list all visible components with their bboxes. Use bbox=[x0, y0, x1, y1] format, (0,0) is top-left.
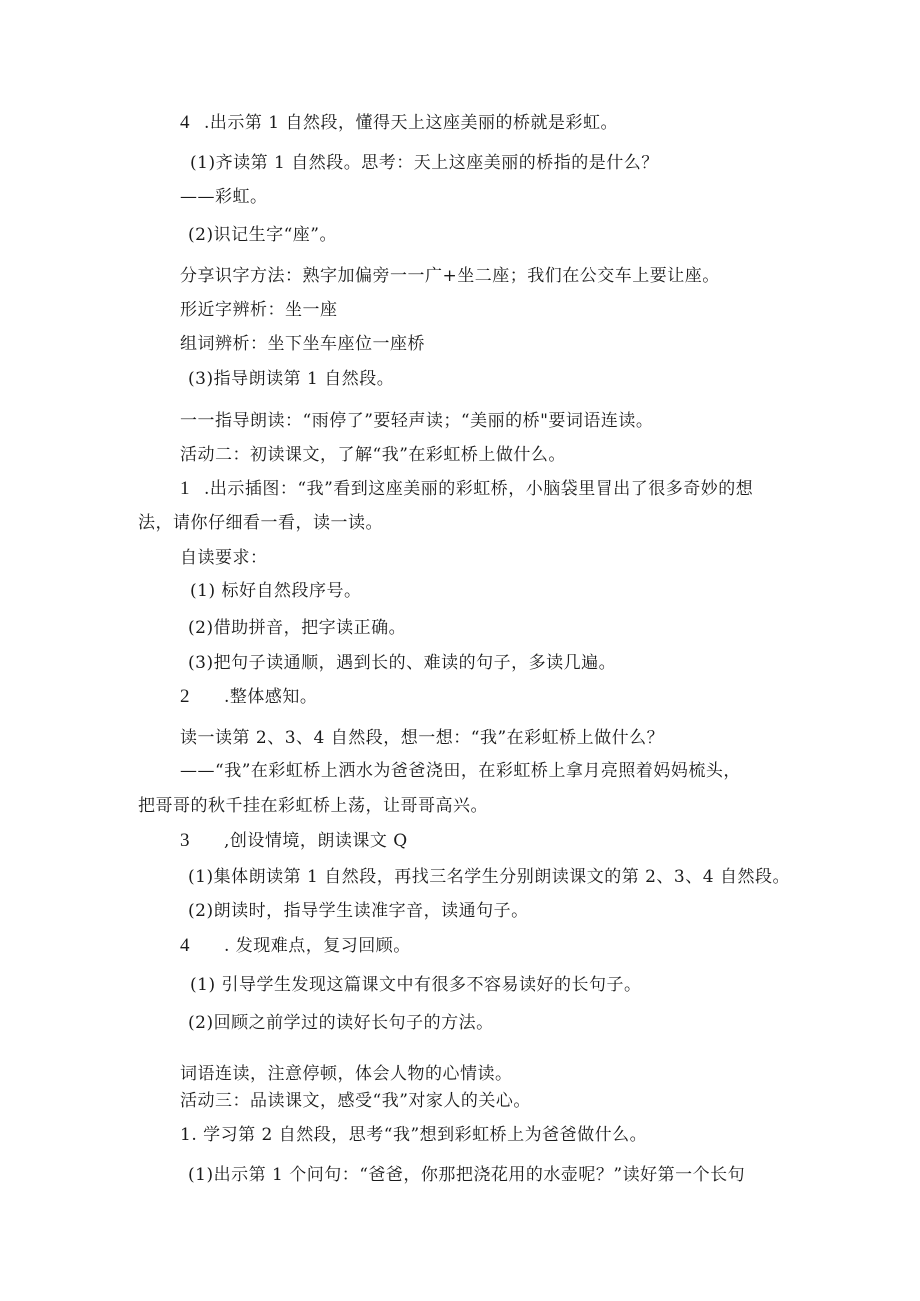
line-text: ——彩虹。 bbox=[180, 187, 268, 207]
line-text: (1)齐读第 1 自然段。思考：天上这座美丽的桥指的是什么？ bbox=[190, 153, 659, 173]
step-text: ,创设情境，朗读课文 Q bbox=[224, 831, 408, 851]
step-number: 3 bbox=[180, 830, 190, 851]
line-text: (1)集体朗读第 1 自然段，再找三名学生分别朗读课文的第 2、3、4 自然段。 bbox=[188, 867, 790, 887]
activity-heading bbox=[180, 444, 566, 466]
line-text: (1) 标好自然段序号。 bbox=[190, 581, 362, 601]
sub-item bbox=[188, 866, 790, 888]
activity-heading bbox=[180, 1090, 531, 1112]
line-text: 读一读第 2、3、4 自然段，想一想：“我”在彩虹桥上做什么？ bbox=[180, 728, 665, 748]
paragraph-line bbox=[138, 512, 383, 534]
sub-item bbox=[190, 974, 641, 996]
line-text: 活动二：初读课文，了解“我”在彩虹桥上做什么。 bbox=[180, 445, 566, 465]
answer-line bbox=[180, 760, 741, 782]
step-heading bbox=[180, 1124, 647, 1146]
line-text: (1) 引导学生发现这篇课文中有很多不容易读好的长句子。 bbox=[190, 975, 642, 995]
step-heading bbox=[180, 830, 408, 852]
line-text: (2)识记生字“座”。 bbox=[188, 225, 337, 245]
step-number: 4 bbox=[180, 935, 190, 956]
paragraph-line bbox=[180, 547, 268, 569]
line-text: (2)回顾之前学过的读好长句子的方法。 bbox=[188, 1013, 494, 1033]
answer-line bbox=[180, 186, 268, 208]
sub-item bbox=[188, 652, 616, 674]
paragraph-line bbox=[180, 1063, 513, 1085]
sub-item bbox=[188, 1012, 494, 1034]
line-text: 自读要求： bbox=[180, 548, 268, 568]
step-text: . 发现难点，复习回顾。 bbox=[224, 936, 411, 956]
sub-item bbox=[188, 900, 529, 922]
line-text: (2)朗读时，指导学生读准字音，读通句子。 bbox=[188, 901, 529, 921]
step-heading bbox=[180, 112, 618, 134]
sub-item bbox=[188, 368, 394, 390]
line-text: 法，请你仔细看一看，读一读。 bbox=[138, 513, 383, 533]
sub-item bbox=[190, 152, 659, 174]
line-text: 一一指导朗读：“雨停了”要轻声读；“美丽的桥"要词语连读。 bbox=[180, 411, 654, 431]
step-heading bbox=[180, 935, 411, 957]
line-text: 词语连读，注意停顿，体会人物的心情读。 bbox=[180, 1064, 513, 1084]
paragraph-line bbox=[180, 410, 653, 432]
line-text: 组词辨析：坐下坐车座位一座桥 bbox=[180, 334, 425, 354]
step-number: 4 bbox=[180, 112, 190, 133]
step-number: 1 bbox=[180, 478, 190, 499]
line-text: 1. 学习第 2 自然段，思考“我”想到彩虹桥上为爸爸做什么。 bbox=[180, 1125, 648, 1145]
paragraph-line bbox=[138, 795, 488, 817]
step-text: .出示第 1 自然段，懂得天上这座美丽的桥就是彩虹。 bbox=[204, 113, 619, 133]
sub-item bbox=[190, 580, 361, 602]
step-text: .整体感知。 bbox=[224, 687, 318, 707]
step-number: 2 bbox=[180, 686, 190, 707]
line-text: (1)出示第 1 个问句：“爸爸，你那把浇花用的水壶呢？”读好第一个长句 bbox=[188, 1165, 746, 1185]
line-text: (2)借助拼音，把字读正确。 bbox=[188, 618, 407, 638]
paragraph-line bbox=[180, 299, 338, 321]
sub-item bbox=[188, 224, 337, 246]
line-text: 把哥哥的秋千挂在彩虹桥上荡，让哥哥高兴。 bbox=[138, 796, 488, 816]
line-text: 形近字辨析：坐一座 bbox=[180, 300, 338, 320]
sub-item bbox=[188, 617, 406, 639]
sub-item bbox=[188, 1164, 745, 1186]
line-text: (3)把句子读通顺，遇到长的、难读的句子，多读几遍。 bbox=[188, 653, 617, 673]
step-heading bbox=[180, 686, 317, 708]
paragraph-line bbox=[180, 333, 425, 355]
line-text: (3)指导朗读第 1 自然段。 bbox=[188, 369, 395, 389]
paragraph-line bbox=[180, 265, 720, 287]
step-text: .出示插图：“我”看到这座美丽的彩虹桥，小脑袋里冒出了很多奇妙的想 bbox=[204, 479, 754, 499]
line-text: 活动三：品读课文，感受“我”对家人的关心。 bbox=[180, 1091, 531, 1111]
line-text: 分享识字方法：熟字加偏旁一一广+坐二座；我们在公交车上要让座。 bbox=[180, 266, 720, 286]
line-text: ——“我”在彩虹桥上洒水为爸爸浇田，在彩虹桥上拿月亮照着妈妈梳头， bbox=[180, 761, 741, 781]
step-heading bbox=[180, 478, 753, 500]
paragraph-line bbox=[180, 727, 664, 749]
